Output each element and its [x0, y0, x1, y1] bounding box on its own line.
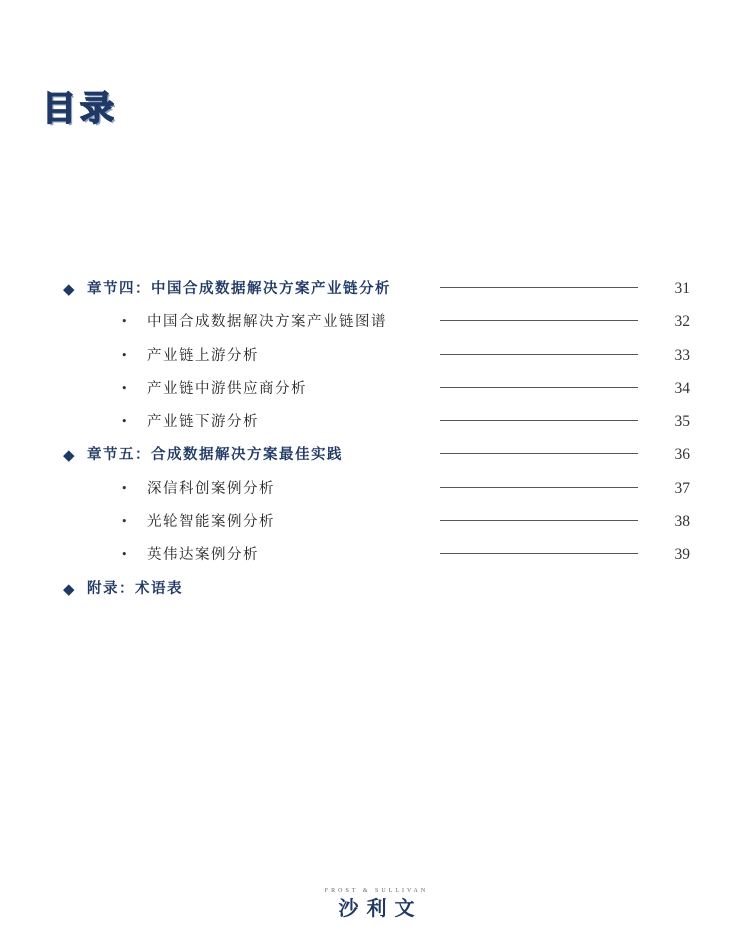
toc-row[interactable]	[0, 507, 753, 540]
toc-row[interactable]	[0, 540, 753, 573]
toc-leader	[440, 487, 638, 488]
toc-page-number: 34	[674, 379, 690, 397]
footer-logo	[0, 887, 753, 921]
toc-leader	[440, 453, 638, 454]
toc-leader	[440, 320, 638, 321]
toc-row[interactable]	[0, 341, 753, 374]
toc-leader	[440, 387, 638, 388]
toc-row[interactable]	[0, 440, 753, 473]
toc-label: 产业链下游分析	[147, 414, 259, 431]
toc-bullet: ◆	[63, 280, 75, 298]
toc-page-number: 39	[674, 546, 690, 564]
toc-row[interactable]	[0, 407, 753, 440]
toc-label: 英伟达案例分析	[147, 547, 259, 564]
toc-page-number: 33	[674, 346, 690, 364]
toc-page-number: 31	[674, 280, 690, 297]
toc-label: 光轮智能案例分析	[147, 514, 275, 531]
toc-row[interactable]	[0, 374, 753, 407]
toc-page-number: 36	[674, 446, 690, 464]
toc-bullet: ◆	[63, 579, 75, 598]
toc-leader	[440, 553, 638, 554]
logo-english: FROST & SULLIVAN	[324, 888, 429, 894]
toc-bullet: ◆	[63, 446, 75, 465]
toc-leader	[440, 354, 638, 355]
toc-leader	[440, 520, 638, 521]
toc-list	[0, 274, 753, 607]
toc-page-number: 35	[674, 413, 690, 431]
toc-row[interactable]	[0, 574, 753, 607]
toc-page-number: 37	[674, 479, 690, 497]
toc-label: 中国合成数据解决方案产业链图谱	[147, 314, 387, 331]
toc-leader	[440, 420, 638, 421]
page-title: 目录	[42, 89, 118, 129]
toc-bullet: •	[121, 515, 128, 529]
toc-page-number: 32	[674, 313, 690, 331]
toc-bullet: •	[121, 548, 128, 562]
toc-bullet: •	[121, 348, 128, 362]
toc-bullet: •	[121, 315, 128, 329]
toc-label: 章节四：中国合成数据解决方案产业链分析	[87, 280, 391, 297]
toc-label: 附录：术语表	[87, 579, 183, 597]
toc-bullet: •	[121, 381, 128, 395]
toc-row[interactable]	[0, 274, 753, 307]
toc-bullet: •	[121, 481, 128, 495]
toc-page-number: 38	[674, 513, 690, 531]
toc-bullet: •	[121, 415, 128, 429]
toc-label: 章节五：合成数据解决方案最佳实践	[87, 446, 343, 464]
toc-row[interactable]	[0, 474, 753, 507]
toc-label: 深信科创案例分析	[147, 480, 275, 497]
toc-label: 产业链中游供应商分析	[147, 380, 307, 397]
toc-label: 产业链上游分析	[147, 347, 259, 364]
toc-row[interactable]	[0, 307, 753, 340]
toc-leader	[440, 287, 638, 288]
logo-chinese: 沙利文	[338, 896, 423, 920]
